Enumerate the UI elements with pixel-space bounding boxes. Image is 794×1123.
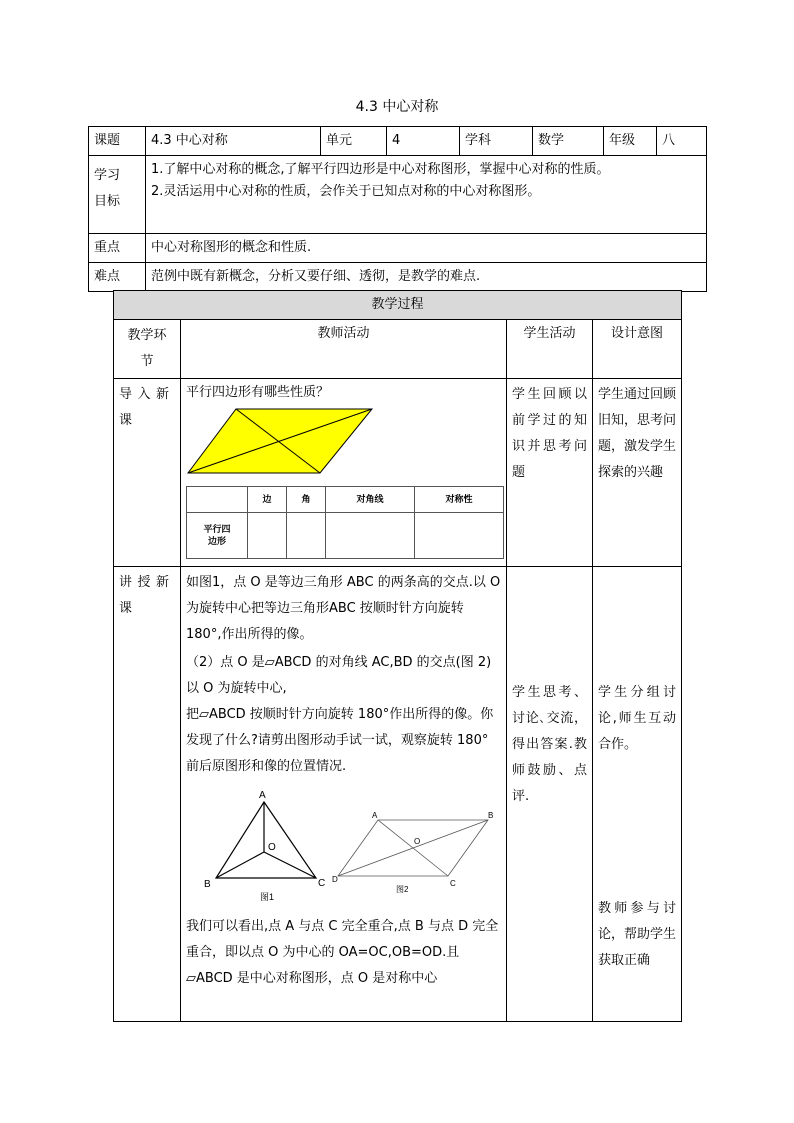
unit-value: 4 — [387, 127, 460, 156]
col-stage: 教学环节 — [114, 320, 181, 379]
fig1-label-b: B — [204, 879, 211, 890]
fig2-label-d: D — [332, 875, 338, 884]
row1-question: 平行四边形有哪些性质？ — [186, 385, 330, 400]
figures-svg — [186, 788, 496, 908]
parallelogram-figure — [186, 406, 376, 478]
label-course: 课题 — [89, 127, 146, 156]
goal-2: 2.灵活运用中心对称的性质，会作关于已知点对称的中心对称图形。 — [151, 184, 541, 199]
triangle-abc — [216, 802, 316, 878]
course-value: 4.3 中心对称 — [146, 127, 321, 156]
col-student: 学生活动 — [507, 320, 593, 379]
fig2-label-o: O — [414, 837, 421, 846]
row2-student: 学生思考、讨论､交流，得出答案.教师鼓励、点评. — [507, 567, 593, 1022]
info-table — [88, 126, 707, 292]
row1-teacher — [181, 379, 507, 567]
col-teacher: 教师活动 — [181, 320, 507, 379]
triangle-ob — [216, 852, 264, 878]
fig2-caption: 图2 — [396, 885, 409, 894]
label-difficulty: 难点 — [89, 263, 146, 292]
col-design: 设计意图 — [593, 320, 682, 379]
fig1-label-o: O — [268, 842, 276, 853]
prop-header-angle: 角 — [286, 487, 325, 513]
row1-student: 学生回顾以前学过的知识并思考问题 — [507, 379, 593, 567]
row2-p2: （2）点 O 是▱ABCD 的对角线 AC,BD 的交点(图 2)以 O 为旋转中心, — [186, 655, 492, 696]
goal-text — [146, 156, 707, 234]
process-header: 教学过程 — [114, 291, 682, 320]
fig2-label-c: C — [450, 879, 456, 888]
fig2-label-b: B — [488, 811, 494, 820]
label-unit: 单元 — [321, 127, 387, 156]
fig1-label-c: C — [318, 878, 326, 889]
figure-1 — [204, 790, 325, 902]
goal-1: 1.了解中心对称的概念,了解平行四边形是中心对称图形，掌握中心对称的性质。 — [151, 162, 610, 177]
prop-header-symmetry: 对称性 — [414, 487, 503, 513]
fig1-caption: 图1 — [260, 892, 275, 902]
label-goal: 学习目标 — [89, 156, 146, 234]
page-title: 4.3 中心对称 — [355, 99, 439, 115]
grade-value: 八 — [657, 127, 707, 156]
prop-cell — [286, 513, 325, 559]
label-subject: 学科 — [460, 127, 533, 156]
row2-design-1: 学生分组讨论,师生互动合作。 — [598, 685, 676, 752]
fig1-label-a: A — [259, 790, 266, 801]
label-key: 重点 — [89, 234, 146, 263]
row2-p3: 把▱ABCD 按顺时针方向旋转 180°作出所得的像。你发现了什么?请剪出图形动手试一试，观察旋转 180°前后原图形和像的位置情况. — [186, 707, 494, 774]
figures — [186, 788, 501, 908]
figure-2 — [332, 811, 493, 894]
prop-blank — [187, 487, 248, 513]
row2-stage: 讲授新课 — [114, 567, 181, 1022]
row2-p1: 如图1，点 O 是等边三角形 ABC 的两条高的交点.以 O为旋转中心把等边三角形ABC 按顺时针方向旋转 180°,作出所得的像。 — [186, 575, 501, 642]
row2-teacher — [181, 567, 507, 1022]
row1-stage: 导入新课 — [114, 379, 181, 567]
subject-value: 数学 — [533, 127, 604, 156]
row2-design-2: 教师参与讨论，帮助学生获取正确 — [598, 901, 677, 968]
difficulty-text: 范例中既有新概念，分析又要仔细、透彻，是教学的难点. — [146, 263, 707, 292]
prop-header-diagonal: 对角线 — [325, 487, 414, 513]
row1-design: 学生通过回顾旧知，思考问题，激发学生探索的兴趣 — [593, 379, 682, 567]
prop-cell — [248, 513, 287, 559]
triangle-oc — [264, 852, 316, 878]
prop-row-label: 平行四边形 — [187, 513, 248, 559]
prop-header-side: 边 — [248, 487, 287, 513]
property-table — [186, 486, 504, 559]
prop-cell — [325, 513, 414, 559]
key-text: 中心对称图形的概念和性质. — [146, 234, 707, 263]
row2-p4: 我们可以看出,点 A 与点 C 完全重合,点 B 与点 D 完全重合，即以点 O 为中心的 OA=OC,OB=OD.且▱ABCD 是中心对称图形，点 O 是对称中心 — [186, 919, 499, 986]
diagonal-bd-2 — [338, 820, 488, 876]
fig2-label-a: A — [372, 811, 378, 820]
prop-cell — [414, 513, 503, 559]
process-table — [113, 290, 682, 1022]
row2-design — [593, 567, 682, 1022]
label-grade: 年级 — [604, 127, 657, 156]
